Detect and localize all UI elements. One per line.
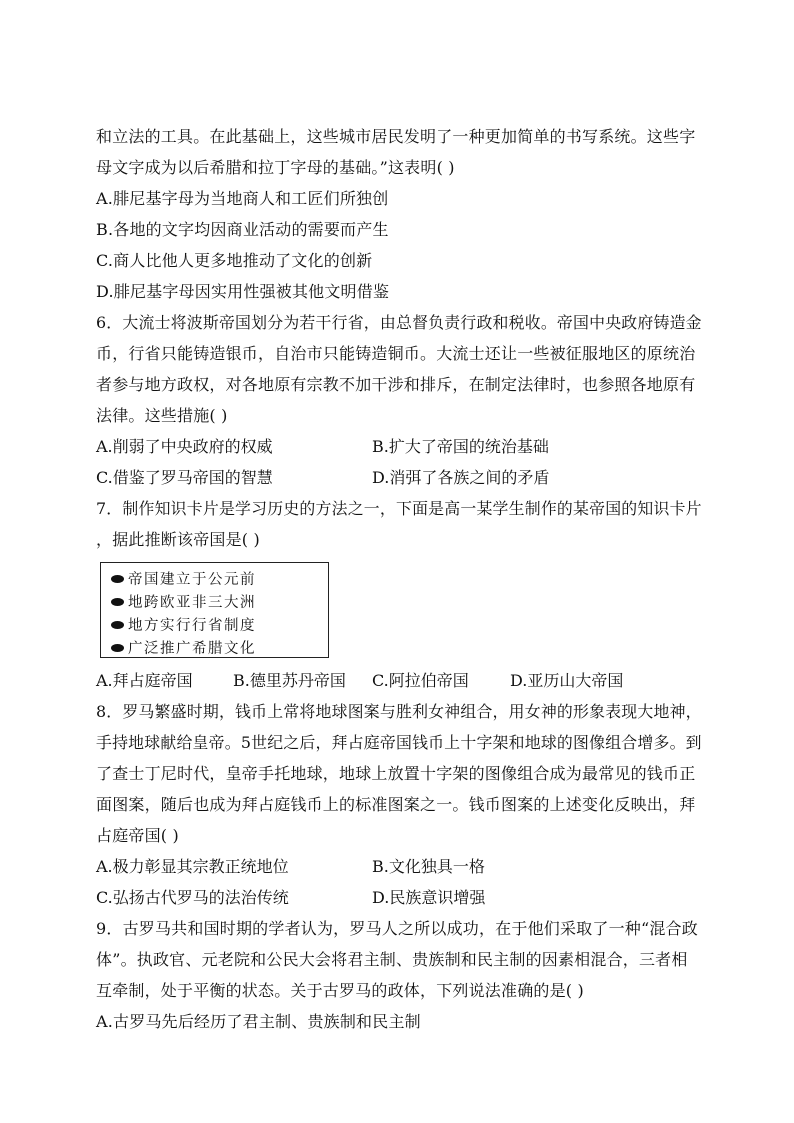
q6-option-c: C.借鉴了罗马帝国的智慧 bbox=[96, 468, 273, 487]
q6-option-a: A.削弱了中央政府的权威 bbox=[96, 437, 273, 456]
knowledge-card-item: 地方实行行省制度 bbox=[111, 615, 328, 638]
knowledge-card-item: 地跨欧亚非三大洲 bbox=[111, 592, 328, 615]
q7-option-d: D.亚历山大帝国 bbox=[510, 671, 624, 690]
knowledge-card-item: 帝国建立于公元前 bbox=[111, 569, 328, 592]
q7-option-b: B.德里苏丹帝国 bbox=[233, 671, 346, 690]
q9-option-a: A.古罗马先后经历了君主制、贵族制和民主制 bbox=[96, 1012, 421, 1031]
q8-stem-line: 8．罗马繁盛时期，钱币上常将地球图案与胜利女神组合，用女神的形象表现大地神， bbox=[96, 702, 702, 721]
q5-option-d: D.腓尼基字母因实用性强被其他文明借鉴 bbox=[96, 282, 390, 301]
q5-stem-line: 母文字成为以后希腊和拉丁字母的基础。”这表明( ) bbox=[96, 158, 455, 177]
q9-stem-line: 9．古罗马共和国时期的学者认为，罗马人之所以成功，在于他们采取了一种“混合政 bbox=[96, 919, 698, 938]
knowledge-card bbox=[100, 562, 329, 658]
q7-option-c: C.阿拉伯帝国 bbox=[372, 671, 469, 690]
q5-option-a: A.腓尼基字母为当地商人和工匠们所独创 bbox=[96, 189, 389, 208]
q6-stem-line: 币，行省只能铸造银币，自治市只能铸造铜币。大流士还让一些被征服地区的原统治 bbox=[96, 344, 696, 363]
q9-stem-line: 互牵制，处于平衡的状态。关于古罗马的政体，下列说法准确的是( ) bbox=[96, 981, 584, 1000]
q8-stem-line: 了查士丁尼时代，皇帝手托地球，地球上放置十字架的图像组合成为最常见的钱币正 bbox=[96, 764, 696, 783]
bullet-icon bbox=[111, 621, 124, 629]
q6-stem-line: 6．大流士将波斯帝国划分为若干行省，由总督负责行政和税收。帝国中央政府铸造金 bbox=[96, 313, 702, 332]
q5-option-b: B.各地的文字均因商业活动的需要而产生 bbox=[96, 220, 389, 239]
q6-option-d: D.消弭了各族之间的矛盾 bbox=[372, 468, 550, 487]
q8-option-a: A.极力彰显其宗教正统地位 bbox=[96, 857, 289, 876]
q6-stem-line: 者参与地方政权，对各地原有宗教不加干涉和排斥，在制定法律时，也参照各地原有 bbox=[96, 375, 696, 394]
q8-stem-line: 手持地球献给皇帝。5世纪之后，拜占庭帝国钱币上十字架和地球的图像组合增多。到 bbox=[96, 733, 702, 752]
q6-stem-line: 法律。这些措施( ) bbox=[96, 406, 228, 425]
q8-stem-line: 占庭帝国( ) bbox=[96, 826, 179, 845]
bullet-icon bbox=[111, 575, 124, 583]
bullet-icon bbox=[111, 644, 124, 652]
q9-stem-line: 体”。执政官、元老院和公民大会将君主制、贵族制和民主制的因素相混合，三者相 bbox=[96, 950, 688, 969]
q5-stem-line: 和立法的工具。在此基础上，这些城市居民发明了一种更加简单的书写系统。这些字 bbox=[96, 127, 696, 146]
q8-option-b: B.文化独具一格 bbox=[372, 857, 485, 876]
q6-option-b: B.扩大了帝国的统治基础 bbox=[372, 437, 549, 456]
q7-option-a: A.拜占庭帝国 bbox=[96, 671, 193, 690]
q7-stem-line: ，据此推断该帝国是( ) bbox=[96, 530, 260, 549]
q8-option-c: C.弘扬古代罗马的法治传统 bbox=[96, 888, 289, 907]
q7-stem-line: 7．制作知识卡片是学习历史的方法之一，下面是高一某学生制作的某帝国的知识卡片 bbox=[96, 499, 702, 518]
q5-option-c: C.商人比他人更多地推动了文化的创新 bbox=[96, 251, 373, 270]
q8-option-d: D.民族意识增强 bbox=[372, 888, 486, 907]
q8-stem-line: 面图案，随后也成为拜占庭钱币上的标准图案之一。钱币图案的上述变化反映出，拜 bbox=[96, 795, 696, 814]
knowledge-card-item: 广泛推广希腊文化 bbox=[111, 638, 328, 661]
bullet-icon bbox=[111, 598, 124, 606]
